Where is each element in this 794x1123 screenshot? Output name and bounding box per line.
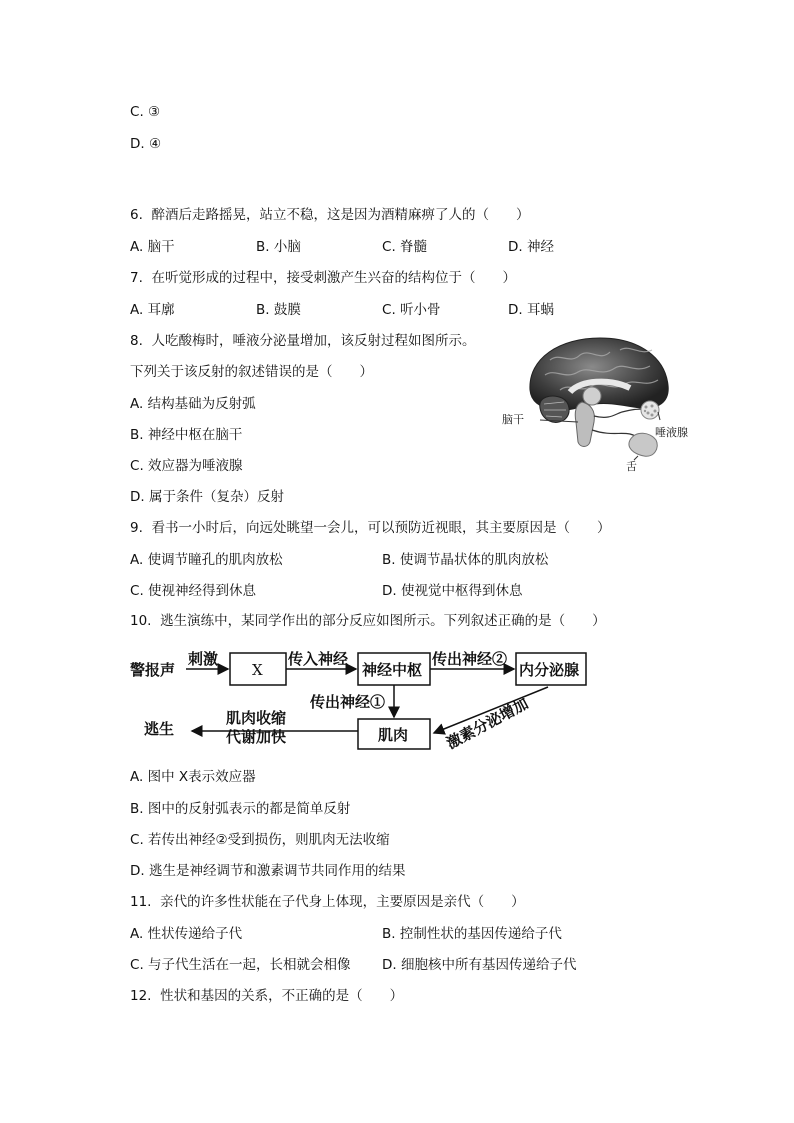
question-11-option-d: D. 细胞核中所有基因传递给子代: [382, 957, 577, 973]
question-6-stem: 6. 醉酒后走路摇晃，站立不稳，这是因为酒精麻痹了人的（ ）: [130, 207, 530, 223]
question-8-option-d: D. 属于条件（复杂）反射: [130, 489, 284, 505]
question-8-option-b: B. 神经中枢在脑干: [130, 427, 243, 443]
question-10-option-c: C. 若传出神经②受到损伤，则肌肉无法收缩: [130, 832, 390, 848]
flow-contract-line1: 肌肉收缩: [226, 709, 287, 727]
question-6-option-a: A. 脑干: [130, 239, 175, 255]
question-10-option-d: D. 逃生是神经调节和激素调节共同作用的结果: [130, 863, 406, 879]
label-brainstem: 脑干: [502, 413, 524, 426]
question-9-option-a: A. 使调节瞳孔的肌肉放松: [130, 552, 283, 568]
question-8-option-a: A. 结构基础为反射弧: [130, 396, 256, 412]
question-8-stem-line2: 下列关于该反射的叙述错误的是（ ）: [130, 364, 373, 380]
box-endocrine-label: 内分泌腺: [519, 661, 580, 679]
question-9-option-d: D. 使视觉中枢得到休息: [382, 583, 523, 599]
question-11-option-a: A. 性状传递给子代: [130, 926, 243, 942]
box-center-label: 神经中枢: [362, 661, 423, 679]
question-7-option-c: C. 听小骨: [382, 302, 441, 318]
question-8-option-c: C. 效应器为唾液腺: [130, 458, 243, 474]
nerve-to-gland: [594, 409, 648, 417]
question-7-option-d: D. 耳蜗: [508, 302, 554, 318]
thalamus: [583, 387, 601, 405]
question-12-stem: 12. 性状和基因的关系，不正确的是（ ）: [130, 988, 404, 1004]
flow-afferent-label: 传入神经: [288, 650, 349, 668]
gland-leader-line: [658, 412, 660, 420]
flow-stimulus-label: 刺激: [188, 650, 219, 668]
question-10-option-a: A. 图中 X表示效应器: [130, 769, 256, 785]
prev-option-c: C. ③: [130, 104, 161, 120]
question-7-option-a: A. 耳廓: [130, 302, 175, 318]
question-7-option-b: B. 鼓膜: [256, 302, 301, 318]
question-9-stem: 9. 看书一小时后，向远处眺望一会儿，可以预防近视眼，其主要原因是（ ）: [130, 520, 611, 536]
brainstem-shape: [575, 402, 594, 447]
brain-reflex-figure: [500, 330, 700, 480]
cerebellum: [540, 396, 569, 422]
reflex-flow-diagram: [128, 645, 598, 755]
question-8-stem: 8. 人吃酸梅时，唾液分泌量增加，该反射过程如图所示。: [130, 333, 476, 349]
flow-contract-line2: 代谢加快: [226, 728, 287, 746]
label-tongue: 舌: [626, 460, 637, 473]
flow-hormone-label: 激素分泌增加: [443, 694, 532, 753]
flow-alarm-label: 警报声: [130, 661, 176, 679]
prev-option-d: D. ④: [130, 136, 162, 152]
question-10-stem: 10. 逃生演练中，某同学作出的部分反应如图所示。下列叙述正确的是（ ）: [130, 613, 606, 629]
question-10-option-b: B. 图中的反射弧表示的都是简单反射: [130, 801, 351, 817]
salivary-gland-icon: [641, 401, 659, 419]
question-11-option-b: B. 控制性状的基因传递给子代: [382, 926, 562, 942]
flow-efferent2-label: 传出神经②: [432, 650, 508, 668]
question-9-option-b: B. 使调节晶状体的肌肉放松: [382, 552, 549, 568]
question-6-option-b: B. 小脑: [256, 239, 301, 255]
box-muscle-label: 肌肉: [378, 726, 409, 744]
box-x-label: X: [252, 661, 263, 679]
question-6-option-d: D. 神经: [508, 239, 554, 255]
label-salivary-gland: 唾液腺: [655, 426, 688, 439]
question-11-stem: 11. 亲代的许多性状能在子代身上体现，主要原因是亲代（ ）: [130, 894, 525, 910]
tongue-icon: [629, 433, 657, 456]
question-9-option-c: C. 使视神经得到休息: [130, 583, 257, 599]
flow-efferent1-label: 传出神经①: [310, 693, 386, 711]
question-6-option-c: C. 脊髓: [382, 239, 428, 255]
question-7-stem: 7. 在听觉形成的过程中，接受刺激产生兴奋的结构位于（ ）: [130, 270, 516, 286]
flow-escape-label: 逃生: [144, 720, 175, 738]
question-11-option-c: C. 与子代生活在一起，长相就会相像: [130, 957, 351, 973]
